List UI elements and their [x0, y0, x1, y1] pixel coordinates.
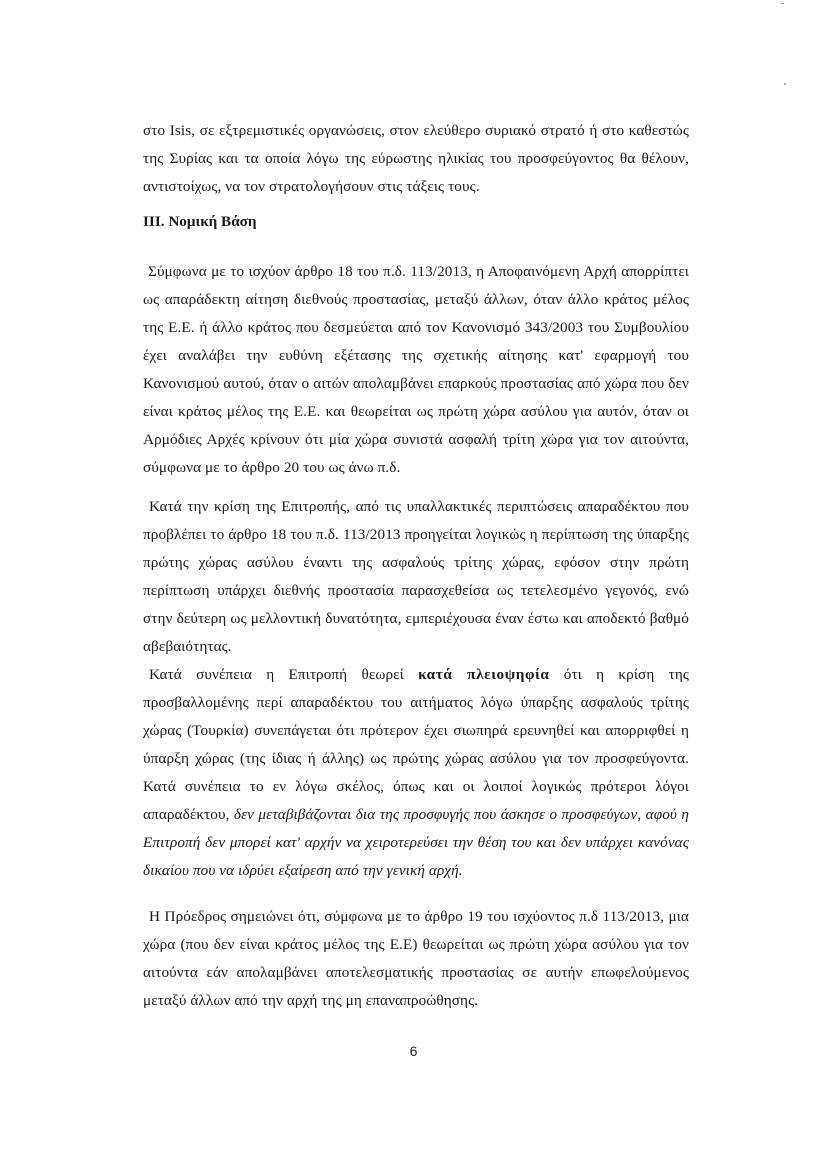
paragraph-text: ότι η κρίση της προσβαλλομένης περί απαραδέκτου του αιτήματος λόγω ύπαρξης ασφαλούς τρίτης χώρας (Τουρκία) συνεπάγεται ότι πρότερον έχει σιωπηρά ερευνηθεί και απορριφθεί η ύπαρξη χώρας (της ίδιας ή άλλης) ως πρώτης χώρας ασύλου για τον προσφεύγοντα. Κατά συνέπεια το εν λόγω σκέλος, όπως και οι λοιποί λογικώς πρότεροι λόγοι απαραδέκτου,: [143, 666, 690, 823]
paragraph-text: Κατά συνέπεια η Επιτροπή θεωρεί: [149, 666, 419, 683]
paragraph-text: Κατά την κρίση της Επιτροπής, από τις υπαλλακτικές περιπτώσεις απαραδέκτου που προβλέπει το άρθρο 18 του π.δ. 113/2013 προηγείται λογικώς η περίπτωση της ύπαρξης πρώτης χώρας ασύλου έναντι της ασφαλούς τρίτης χώρας, εφόσον στην πρώτη περίπτωση υπάρχει διεθνής προστασία παρασχεθείσα ως τετελεσμένο γεγονός, ενώ στην δεύτερη ως μελλοντική δυνατότητα, εμπεριέχουσα έναν έστω και αποδεκτό βαθμό αβεβαιότητας.: [143, 498, 689, 655]
paragraph-president-note: [143, 903, 689, 1015]
section-heading: ΙΙΙ. Νομική Βάση: [143, 213, 257, 230]
paragraph-body: [143, 661, 689, 885]
continuation-text: στο Isis, σε εξτρεμιστικές οργανώσεις, στον ελεύθερο συριακό στρατό ή στο καθεστώς της Συρίας και τα οποία λόγω της εύρωστης ηλικίας του προσφεύγοντος θα θέλουν, αντιστοίχως, να τον στρατολογήσουν στις τάξεις τους.: [143, 122, 689, 195]
emphasis-italic: δεν μεταβιβάζονται δια της προσφυγής που άσκησε ο προσφεύγων, αφού η Επιτροπή δεν μπορεί κατ' αρχήν να χειροτερεύσει την θέση του και δεν υπάρχει κανόνας δικαίου που να ιδρύει εξαίρεση από την γενική αρχή.: [143, 806, 690, 879]
paragraph-majority-decision: [143, 661, 689, 885]
paragraph-legal-basis: [143, 258, 689, 482]
scan-speck: [784, 83, 786, 85]
paragraph-committee-judgement: [143, 493, 689, 661]
page-number: 6: [409, 1043, 418, 1059]
continuation-paragraph: [143, 117, 689, 201]
paragraph-text: Η Πρόεδρος σημειώνει ότι, σύμφωνα με το άρθρο 19 του ισχύοντος π.δ 113/2013, μια χώρα (που δεν είναι κράτος μέλος της Ε.Ε) θεωρείται ως πρώτη χώρα ασύλου για τον αιτούντα εάν απολαμβάνει αποτελεσματικής προστασίας σε αυτήν επωφελούμενος μεταξύ άλλων από την αρχή της μη επαναπροώθησης.: [143, 908, 689, 1009]
paragraph-text: Σύμφωνα με το ισχύον άρθρο 18 του π.δ. 113/2013, η Αποφαινόμενη Αρχή απορρίπτει ως απαράδεκτη αίτηση διεθνούς προστασίας, μεταξύ άλλων, όταν άλλο κράτος μέλος της Ε.Ε. ή άλλο κράτος που δεσμεύεται από τον Κανονισμό 343/2003 του Συμβουλίου έχει αναλάβει την ευθύνη εξέτασης της σχετικής αίτησης κατ' εφαρμογή του Κανονισμού αυτού, όταν ο αιτών απολαμβάνει επαρκούς προστασίας από χώρα που δεν είναι κράτος μέλος της Ε.Ε. και θεωρείται ως πρώτη χώρα ασύλου για αυτόν, όταν οι Αρμόδιες Αρχές κρίνουν ότι μία χώρα συνιστά ασφαλή τρίτη χώρα για τον αιτούντα, σύμφωνα με το άρθρο 20 του ως άνω π.δ.: [143, 263, 689, 476]
scan-speck: [781, 3, 784, 4]
emphasis-bold: κατά πλειοψηφία: [418, 666, 550, 683]
